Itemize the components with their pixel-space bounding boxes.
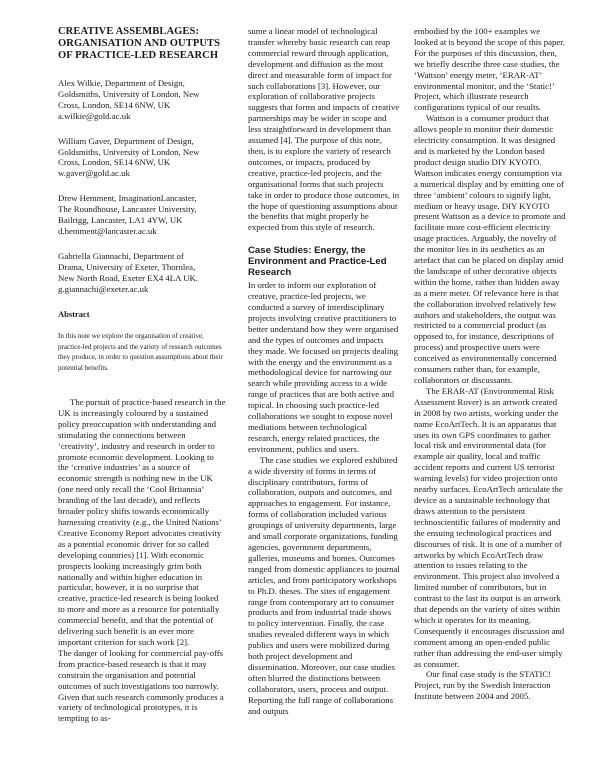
author-line: Goldsmiths, University of London, New bbox=[58, 146, 200, 157]
body-paragraph: The danger of looking for commercial pay-offs from practice-based research is that it may constrain the organisation and potential outcomes of such investigations too narrowly. Given that such research commonly produces a variety of technological prototypes, it is tempting to as- bbox=[58, 647, 224, 724]
body-paragraph: Our final case study is the STATIC! Project, run by the Swedish Interaction Institute between 2004 and 2005. bbox=[414, 669, 552, 702]
author-line: The Roundhouse, Lancaster University, bbox=[58, 204, 197, 215]
body-paragraph: In order to inform our exploration of creative, practice-led projects, we conducted a survey of interdisciplinary projects involving creative practitioners to better understand how they were organised and the types of outcomes and impacts they made. We focused on projects dealing with the energy and the environment as a methodological device for narrowing our search while providing access to a wide range of practices that are both active and topical. In choosing such practice-led collaborations we sought to expose novel mediations between technological research, energy related practices, the environment, publics and users. bbox=[248, 280, 399, 454]
author-line: Drew Hemment, ImaginationLancaster, bbox=[58, 193, 197, 204]
author-email: w.gaver@gold.ac.uk bbox=[58, 168, 130, 179]
body-paragraph: The pursuit of practice-based research in the UK is increasingly coloured by a sustained policy preoccupation with understanding and stimulating the connections between ‘creativity’, industry and research in order to promote economic development. Looking to the ‘creative industries’ as a source of economic strength is nothing new in the UK (one need only recall the ‘Cool Britannia’ branding of the last decade), and reflects broader policy shifts towards economically harnessing creativity (e.g., the United Nations’ Creative Economy Report advocates creativity as a potential economic driver for so called developing countries) [1]. With economic prospects looking increasingly grim both nationally and within higher education in particular, however, it is no surprise that creative, practice-led research is being looked to more and more as a resource for potentially commercial benefit, and that the potential of delivering such benefit is an ever more important criterion for such work [2]. bbox=[58, 397, 226, 647]
author-block bbox=[58, 193, 226, 237]
paper-title: CREATIVE ASSEMBLAGES: ORGANISATION AND OUTPUTS OF PRACTICE-LED RESEARCH bbox=[58, 26, 221, 61]
author-block bbox=[58, 251, 226, 295]
abstract-text: In this note we explore the organisation of creative, practice-led projects and the variety of research outcomes they produce, in order to question assumptions about their potential benefits. bbox=[58, 332, 223, 372]
body-paragraph: Wattson is a consumer product that allows people to monitor their domestic electricity consumption. It was designed and is marketed by the London based product design studio DIY KYOTO. Wattson indicates energy consumption via a numerical display and by emitting one of three ‘ambient’ colours to signify light, medium or heavy usage. DIY KYOTO present Wattson as a device to promote and facilitate more cost-efficient electricity usage practices. Arguably, the novelty of the monitor lies in its aesthetics as an artefact that can be placed on display amid the landscape of other decorative objects within the home, rather than hidden away as a mere meter. Of relevance here is that the collaboration involved relatively few authors and stakeholders, the output was restricted to a commercial product (as opposed to, for instance, descriptions of process) and prospective users were conceived as environmentally concerned consumers rather than, for example, collaborators or discussants. bbox=[414, 113, 566, 385]
body-paragraph: sume a linear model of technological transfer whereby basic research can reap commercial reward through application, development and diffusion as the most direct and measurable form of impact for such collaborations [3]. However, our exploration of collaborative projects suggests that forms and impacts of creative partnerships may be wider in scope and less straightforward in development than assumed [4]. The purpose of this note, then, is to explore the variety of research outcomes, or impacts, produced by creative, practice-led projects, and the organisational forms that such projects take in order to produce those outcomes, in the hope of questioning assumptions about the benefits that might properly be expected from this style of research. bbox=[248, 26, 400, 233]
body-paragraph: embodied by the 100+ examples we looked at is beyond the scope of this paper. For the purposes of this discussion, then, we briefly describe three case studies, the ‘Wattson’ energy meter, ‘ERAR-AT’ environmental monitor, and the ‘Static!’ Project, which illustrate research configurations typical of our results. bbox=[414, 26, 565, 113]
author-line: Cross, London, SE14 6NW, UK bbox=[58, 157, 171, 168]
abstract-heading: Abstract bbox=[58, 308, 90, 319]
author-block bbox=[58, 78, 226, 122]
author-email: d.hemment@lancaster.ac.uk bbox=[58, 225, 157, 236]
author-line: Drama, University of Exeter, Thornlea, bbox=[58, 261, 196, 272]
body-paragraph: The case studies we explored exhibited a wide diversity of forms in terms of disciplinary contributors, forms of collaboration, outputs and outcomes, and approaches to engagement. For instance, forms of collaboration included various groupings of university departments, large and small corporate organizations, funding agencies, government departments, galleries, museums and homes. Outcomes ranged from domestic appliances to journal articles, and from participatory workshops to Ph.D. theses. The sites of engagement range from contemporary art to consumer products and from industrial trade shows to policy intervention. Finally, the case studies revealed different ways in which publics and users were mobilized during both project development and dissemination. Moreover, our case studies often blurred the distinctions between collaborators, users, process and output. Reporting the full range of collaborations and outputs bbox=[248, 454, 400, 716]
author-line: Gabriella Giannachi, Department of bbox=[58, 250, 184, 261]
section-heading: Case Studies: Energy, the Environment and Practice-Led Research bbox=[248, 245, 387, 279]
author-line: New North Road, Exeter EX4 4LA UK. bbox=[58, 272, 198, 283]
author-block bbox=[58, 136, 226, 180]
body-paragraph: The ERAR-AT (Environmental Risk Assessment Rover) is an artwork created in 2008 by two artists, working under the name EcoArtTech. It is an apparatus that uses its own GPS coordinates to gather local risk and environmental data (for example air quality, local and traffic accident reports and current US terrorist warning levels) for video projection onto nearby surfaces. EcoArtTech articulate the device as a sustainable technology that draws attention to the persistent technoscientific failures of modernity and the ensuing technological practices and discourses of risk. It is one of a number of artworks by which EcoArtTech draw attention to issues relating to the environment. This project also involved a limited number of contributors, but in contrast to the last its output is an artwork that depends on the variety of sites within which it operates for its meaning. Consequently it encourages discussion and comment among an open-ended public rather than addressing the end-user simply as consumer. bbox=[414, 385, 565, 669]
author-line: Goldsmiths, University of London, New bbox=[58, 88, 200, 99]
author-email: a.wilkie@gold.ac.uk bbox=[58, 110, 131, 121]
author-line: William Gaver, Department of Design, bbox=[58, 135, 194, 146]
author-line: Cross, London, SE14 6NW, UK bbox=[58, 99, 171, 110]
author-email: g.giannachi@exeter.ac.uk bbox=[58, 283, 149, 294]
column-left bbox=[58, 26, 226, 766]
author-line: Alex Wilkie, Department of Design, bbox=[58, 78, 185, 88]
column-middle bbox=[248, 26, 400, 766]
column-right bbox=[414, 26, 566, 766]
author-line: Bailrigg, Lancaster, LA1 4YW, UK bbox=[58, 215, 183, 226]
